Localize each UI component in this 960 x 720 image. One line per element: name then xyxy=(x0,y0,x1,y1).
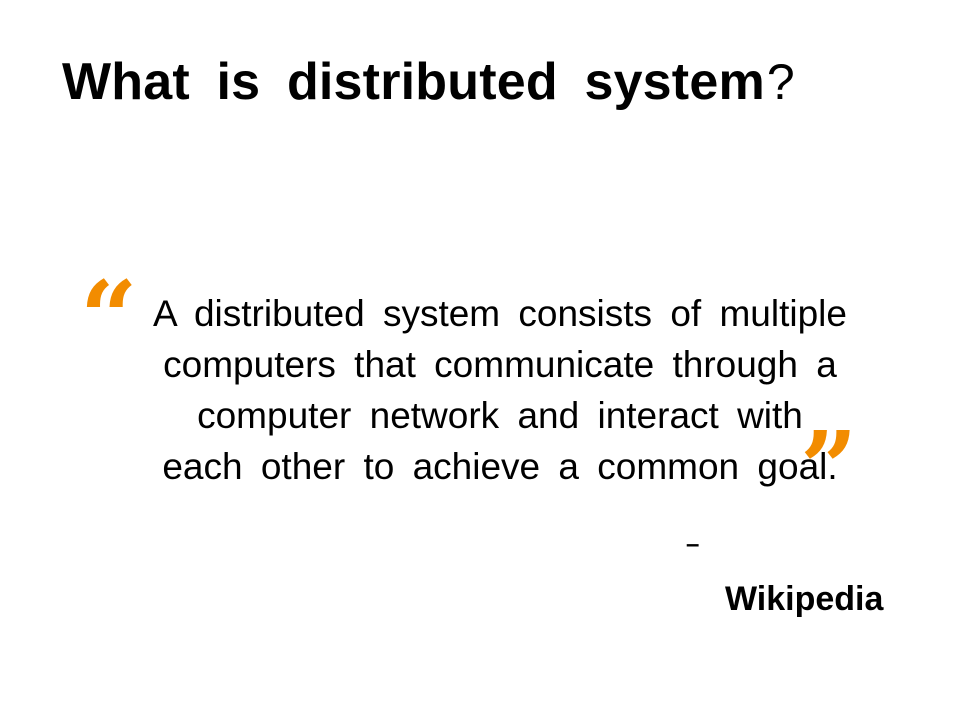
quote-text: A distributed system consists of multiple computers that communicate through a computer network and interact with each other to achieve a common goal. xyxy=(153,293,847,487)
close-quote-mark: ” xyxy=(800,409,858,527)
slide-title-text: What is distributed system xyxy=(62,53,765,111)
open-quote-mark: “ xyxy=(80,259,138,377)
attribution-dash: – xyxy=(686,531,700,558)
quote-attribution: Wikipedia xyxy=(725,580,884,618)
slide-title-question-mark: ? xyxy=(766,54,795,110)
slide-title xyxy=(62,52,795,112)
